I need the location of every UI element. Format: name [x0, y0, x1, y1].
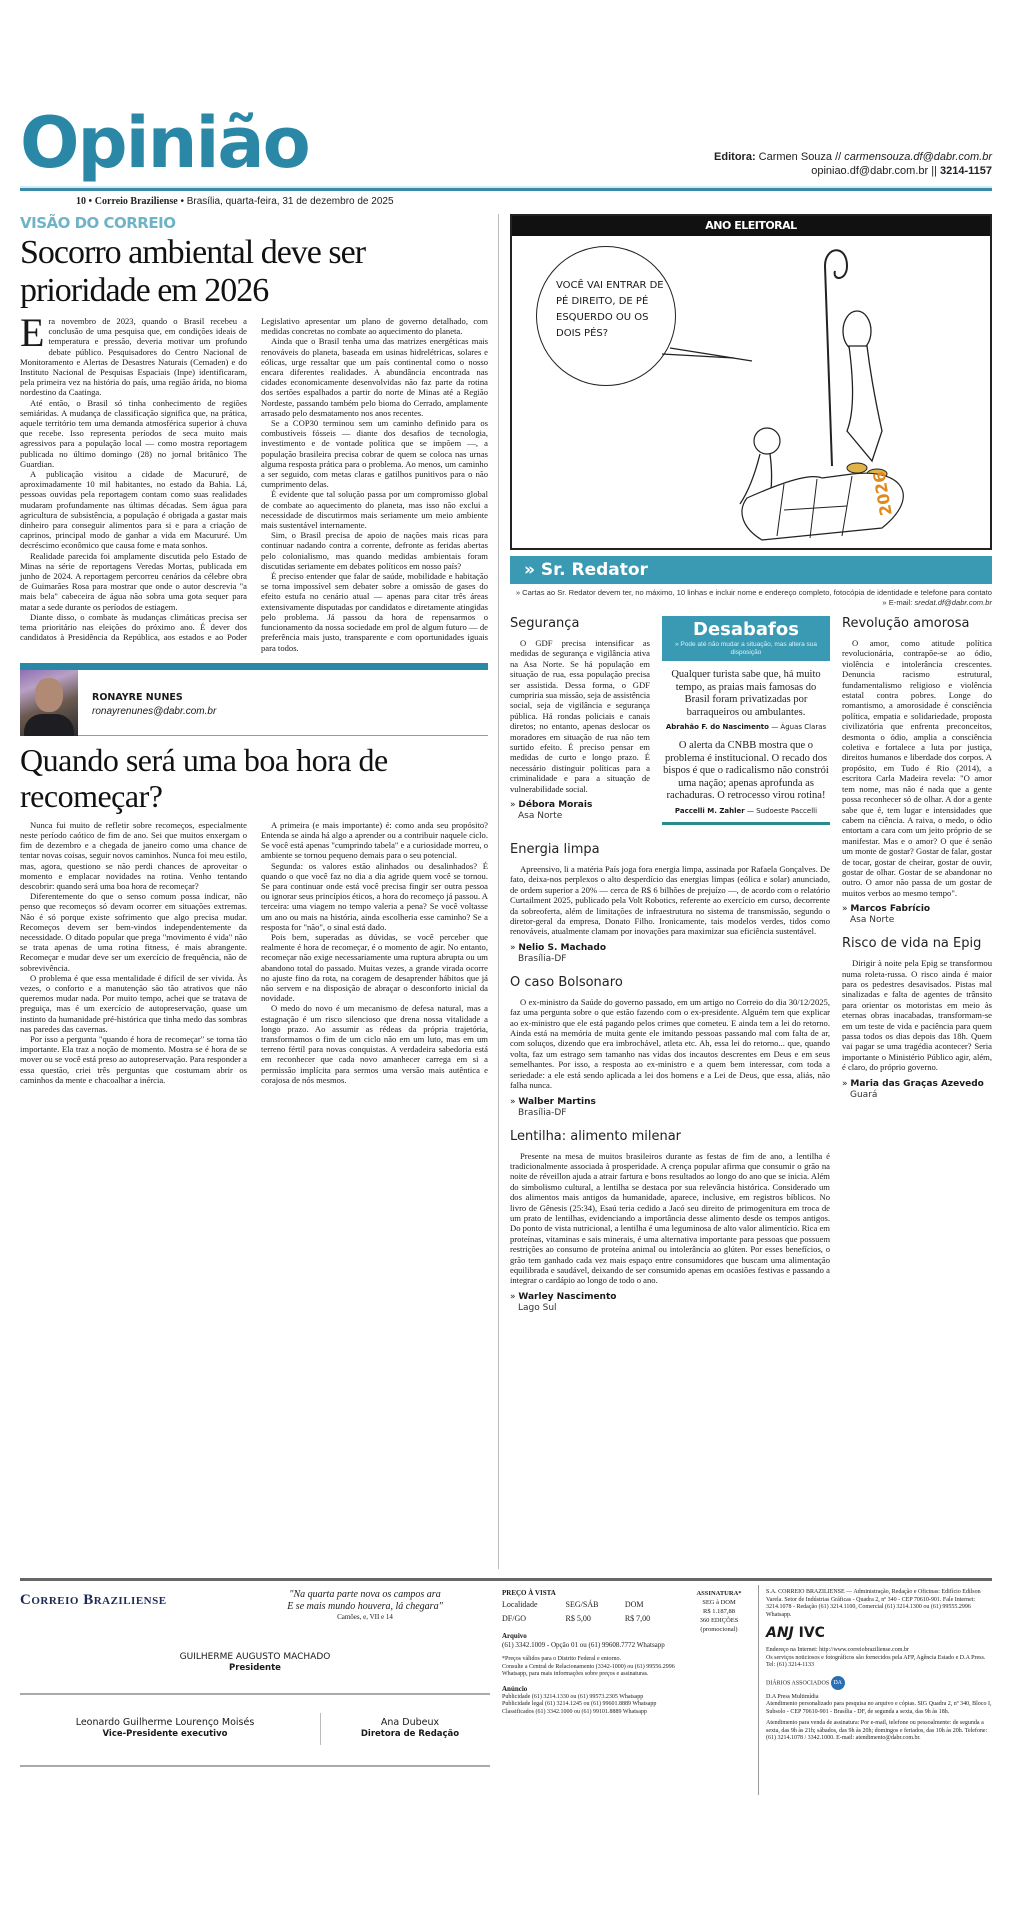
letter-author: Warley Nascimento: [518, 1291, 617, 1302]
phone-number: 3214-1157: [940, 165, 992, 177]
da-logo-icon: DA: [831, 1676, 845, 1690]
masthead: [20, 1581, 490, 1809]
dapress-text: Atendimento personalizado para pesquisa no arquivo e cópias. SIG Quadra 2, nº 340, Bloco I, Subsolo - CEP 70610-901 - Brasília - DF, de segunda a sexta, das 9h às 18h.: [766, 1701, 992, 1715]
desabafo-signature: [662, 723, 830, 732]
price-row: [502, 1612, 672, 1626]
price-cell: R$ 5,00: [565, 1614, 591, 1623]
columnist-byline: [20, 670, 488, 736]
dapress-title: D.A Press Multimídia: [766, 1693, 819, 1700]
letter-location: Guará: [850, 1089, 878, 1100]
desabafo-signature: [662, 807, 830, 816]
paragraph: Diante disso, o combate às mudanças climáticas precisa ser tema prioritário nas eleições do próximo ano. É dever dos candidatos à Presidência da República, aos estados e ao Poder Legislativo apresentar um plano de governo detalhado, com medidas concretas no combate ao aquecimento do planeta.: [20, 316, 488, 643]
letter-signature: » Débora Morais Asa Norte: [510, 800, 650, 822]
archive-label: Arquivo: [502, 1632, 527, 1640]
editorial-cartoon: [510, 214, 992, 550]
price-cell: R$ 7,00: [624, 1614, 651, 1623]
footer-separator: [758, 1585, 759, 1795]
dateline: [76, 196, 394, 208]
page-number: 10 •: [76, 196, 93, 207]
association-logos: [766, 1625, 992, 1641]
price-table: [502, 1598, 672, 1626]
rules-text: » Cartas ao Sr. Redator devem ter, no máximo, 10 linhas e incluir nome e endereço completo, fotocópia de identidade e telefone para contato: [515, 588, 992, 597]
columnist-bar: [20, 663, 488, 670]
letter-title: Energia limpa: [510, 842, 600, 857]
company-text: S.A. CORREIO BRAZILIENSE — Administração, Redação e Oficinas: Edifício Edilson Varela. Setor de Indústrias Gráficas - Quadra 2, nº 340 - CEP 70610-901. Fale Internet: 3214.1078 - Redação (61) 3214.1100, Comercial (61) 3214.1300 ou (61) 99555.2996 Whatsapp.: [766, 1589, 981, 1618]
president: [20, 1651, 490, 1674]
author-photo: [20, 670, 78, 736]
attendance-text: Atendimento para venda de assinatura: Por e-mail, telefone ou pessoalmente: de segunda a sexta, das 9h às 21h; sábados, das 9h às 20h; domingos e feriados, das 10h às 20h. Telefone: (61) 3214.1078 / 3342.1000. E-mail: atendimento@dabr.com.br.: [766, 1720, 988, 1741]
letter-author: Débora Morais: [518, 800, 593, 811]
archive-text: (61) 3342.1009 - Opção 01 ou (61) 99608.7772 Whatsapp: [502, 1641, 665, 1649]
cartoon-drawing: [512, 236, 990, 548]
quote-source: Camões, e, VII e 14: [337, 1613, 393, 1621]
paragraph: A publicação visitou a cidade de Macururé, de aproximadamente 10 mil habitantes, no estado da Bahia. Lá, pessoas ouvidas pela reportagem contam como suas realidades mudaram profundamente nas últimas décadas. Sem água para agricultura de subsistência, a população é obrigada a gastar mais dinheiro para conseguir alimentos para si e para a criação de caprinos, principal modo de ganhar a vida em Macururé. Um decréscimo econômico que causa fome e mata sonhos.: [20, 469, 247, 551]
letter-author: Nelio S. Machado: [518, 942, 607, 953]
paragraph: Nunca fui muito de refletir sobre recomeços, especialmente neste período caótico de fim de ano. Sei que muitos enxergam o fim de dezembro e a chegada de janeiro como uma chance de tentar novas coisas, seguir novos caminhos. Nunca foi meu estilo, mas, agora, questiono se não perdi chances de aproveitar o momento e emplacar novidades na rotina. Venho tentando descobrir: quando será uma boa hora de recomeçar?: [20, 819, 247, 891]
speech-text: VOCÊ VAI ENTRAR DE PÉ DIREITO, DE PÉ ESQUERDO OU OS DOIS PÉS?: [556, 280, 664, 339]
editorial-kicker: VISÃO DO CORREIO: [20, 214, 176, 232]
quote-author: Paccelli M. Zahler: [674, 806, 745, 815]
paragraph: Se a COP30 terminou sem um caminho definido para os combustíveis fósseis — diante dos desafios de tecnologia, investimento e de vontade política que se impõem —, a população brasileira precisa cobrar de quem se coloca nas urnas alguma resposta prática para o problema. Ao menos, um caminho a ser seguido, com metas claras e gatilhos punitivos para o não cumprimento delas.: [261, 418, 488, 490]
author-name: RONAYRE NUNES: [92, 691, 183, 703]
paper-name: Correio Braziliense: [94, 196, 178, 207]
masthead-quote: [250, 1589, 480, 1622]
editor-info: Editora: Carmen Souza // carmensouza.df@dabr.com.br opiniao.df@dabr.com.br || 3214-1157: [714, 151, 992, 177]
staff-icon: [825, 250, 847, 466]
footer-divider: [20, 1765, 490, 1767]
footer: [20, 1578, 992, 1806]
price-header: Localidade: [502, 1600, 538, 1609]
middle-letters: [510, 842, 830, 1324]
ads-line: Classificados (61) 3342.1000 ou (61) 99101.8889 Whatsapp: [502, 1708, 647, 1715]
paragraph: O problema é que essa mentalidade é difícil de ser vivida. Às vezes, o conforto e a manutenção são tão atrativos que não queremos mudar nada. Por muito tempo, achei que se tratava de preguiça, mas é um exercício de autopreservação, quase um instinto da humanidade pré-histórica que tinha medo das sombras nas paredes das cavernas.: [20, 972, 247, 1034]
paragraph: Por isso a pergunta "quando é hora de recomeçar" se torna tão importante. Ela traz a noção de momento. Mostra se é hora de se mover ou se você está preso ao autopreservação. Para responder a essa questão, criei três perguntas que costumam abrir os caminhos da mente e chacoalhar a inércia.: [20, 1033, 247, 1085]
subscription-note: (promocional): [700, 1626, 738, 1633]
paragraph: É preciso entender que falar de saúde, mobilidade e habitação se torna impossível sem debater sobre a omissão de gases do efeito estufa no cenário atual — apenas para citar três áreas extensivamente disputadas por candidatos e diretamente atingidas pelo problema. Já passou da hora de repensarmos o funcionamento da nossa sociedade em prol de algum futuro — de preferência mais justo, transparente e com oportunidades iguais para todos.: [261, 571, 488, 653]
paragraph: Sim, o Brasil precisa de apoio de nações mais ricas para continuar nadando contra a corrente, defronte as feridas abertas pelo colonialismo, mas quando medidas ambientais foram discutidas seriamente em debates políticos em nosso país?: [261, 530, 488, 571]
letter-title: Revolução amorosa: [842, 616, 970, 631]
letters-email[interactable]: sredat.df@dabr.com.br: [914, 598, 992, 607]
desabafos-rule: [662, 822, 830, 825]
editor-name: Carmen Souza //: [758, 151, 842, 163]
letter-location: Brasília-DF: [518, 1107, 567, 1118]
subscription-editions: 360 EDIÇÕES: [699, 1617, 739, 1624]
letter-author: Maria das Graças Azevedo: [850, 1078, 984, 1089]
letter-text: O ex-ministro da Saúde do governo passado, em um artigo no Correio do dia 30/12/2025, faz uma pergunta sobre o que estão fazendo com o ex-presidente. Alguém tem que explicar ao ex-ministro que ele está pagando pelos crimes que cometeu. E ainda tem a lei do retorno. Ainda está na memória de muita gente ele imitando pessoas passando mal com falta de ar, com soluços, dizendo que era imbrochável, atleta etc. Ah, essa lei do retorno... que, quando volta, faz um estrago sem tamanho nas vidas dos incautos descrentes em Deus e em seus semelhantes. Por isso, a resposta ao ex-ministro e a quem bem interessar, com toda a seriedade: a ele está sendo aplicada a lei dos homens e a Lei de Deus, que essa, aliás, não falha nunca.: [510, 996, 830, 1091]
ads-line: Publicidade legal (61) 3214.1245 ou (61) 99601.8889 Whatsapp: [502, 1701, 657, 1707]
price-heading: PREÇO À VISTA: [502, 1589, 556, 1597]
letters-rules: [510, 588, 992, 608]
editor-email[interactable]: carmensouza.df@dabr.com.br: [844, 151, 992, 163]
letter-signature: » Warley Nascimento Lago Sul: [510, 1292, 830, 1314]
letter-location: Lago Sul: [518, 1302, 557, 1313]
section-email[interactable]: opiniao.df@dabr.com.br: [811, 165, 929, 177]
vice-president: [20, 1717, 310, 1740]
desabafos-subtitle: » Pode até não mudar a situação, mas altera sua disposição: [674, 641, 817, 656]
email-label: » E-mail:: [882, 598, 913, 607]
price-cell: DF/GO: [502, 1614, 527, 1623]
paragraph: O medo do novo é um mecanismo de defesa natural, mas a estagnação é um risco silencioso que drena nossa vitalidade a longo prazo. Ao assumir as rédeas da própria trajetória, transformamos o fim de um ciclo não em um luto, mas em um terreno fértil para novas conquistas. A verdadeira sabedoria está em reconhecer que cada novo amanhecer carrega em si a permissão implícita para sermos uma versão mais autêntica e corajosa de nós mesmos.: [261, 1003, 488, 1085]
author-email[interactable]: ronayrenunes@dabr.com.br: [92, 705, 217, 717]
letter-seguranca: [510, 616, 650, 832]
price-header-row: [502, 1598, 672, 1612]
director: [330, 1717, 490, 1740]
letter-location: Asa Norte: [518, 811, 563, 822]
column-body: [20, 820, 488, 1085]
director-name: Ana Dubeux: [380, 1717, 440, 1728]
vp-name: Leonardo Guilherme Lourenço Moisés: [75, 1717, 255, 1728]
right-area: [510, 214, 992, 1556]
services-text: Os serviços noticiosos e fotográficos são fornecidos pela AFP, Agência Estado e D.A Press. Tel: (61) 3214-1133: [766, 1654, 986, 1668]
footer-separator: [320, 1713, 321, 1745]
ivc-logo: IVC: [798, 1625, 825, 1641]
editorial-headline: Socorro ambiental deve ser prioridade em 2026: [20, 234, 366, 309]
paragraph: Pois bem, superadas as dúvidas, se você perceber que realmente é hora de recomeçar, é o momento de agir. No entanto, recomeçar não exige necessariamente uma ruptura abrupta ou um abandono total do passado. Muitas vezes, a grande virada ocorre no ajuste fino da rota, na coragem de desaprender hábitos que já não servem e na disposição de abraçar o desconforto inicial da novidade.: [261, 931, 488, 1004]
president-title: Presidente: [229, 1663, 281, 1673]
price-note: *Preços válidos para o Distrito Federal e entorno.: [502, 1656, 621, 1662]
desabafo-quote: Qualquer turista sabe que, há muito tempo, as praias mais famosas do Brasil foram privatizadas por barraqueiros ou ambulantes.: [671, 669, 821, 718]
letter-author: Marcos Fabrício: [850, 904, 931, 915]
letter-text: O GDF precisa intensificar as medidas de segurança e vigilância ativa na Asa Norte. Se há população em situação de rua, essa população precisa ser assistida. Dessa forma, o GDF cumpriria sua missão, seja de assistência social, seja de vigilância e segurança pública. Há rondas policiais e canais diretos; no entanto, apenas deslocar os moradores em situação de rua não tem surtido efeito. É preciso pensar em medidas de curto e longo prazo. É necessário distinguir políticas para a criminalidade e para a situação de vulnerabilidade social.: [510, 638, 650, 794]
desabafo-quote: O alerta da CNBB mostra que o problema é institucional. O recado dos bispos é que o radicalismo não constrói uma nação; apenas aprofunda as rachaduras. O retrocesso virou rotina!: [663, 740, 829, 801]
subscription-days: SEG à DOM: [702, 1599, 736, 1606]
cartoon-title: ANO ELEITORAL: [512, 216, 990, 236]
paragraph: É evidente que tal solução passa por um compromisso global de combate ao aquecimento do planeta, mas isso não exclui a necessidade de discutirmos mais seriamente um meio ambiente mais sustentável internamente.: [261, 489, 488, 531]
quote-location: — Águas Claras: [771, 723, 827, 731]
quote-line: E se mais mundo houvera, lá chegara": [287, 1601, 443, 1612]
ads-line: Publicidade (61) 3214.1330 ou (61) 99573.2305 Whatsapp: [502, 1693, 644, 1700]
left-column: [20, 214, 488, 1085]
desabafos-title: Desabafos: [693, 619, 799, 640]
price-header: DOM: [624, 1600, 644, 1609]
letter-author: Walber Martins: [518, 1096, 596, 1107]
director-title: Diretora de Redação: [360, 1729, 460, 1739]
letter-text: O amor, como atitude política revolucionária, contrapõe-se ao ódio, violência e intolerância crescentes. Denuncia racismo estrutural, fundamentalismo religioso e violência estatal contra pobres. Longe do romantismo, a amorosidade é consciência política, empatia e solidariedade, proposta civilizatória que enfrenta preconceitos, desmonta o ódio, amplia a consciência coletiva e fortalece a luta por justiça, direitos humanos e liberdade dos corpos. A propósito, em Tudo é Rio (2014), a escritora Carla Madeira revela: "O amor tem nome, mas não é nada que a gente possa reconhecer só de olhar. A dor a gente sabe que é, tem lugar e intensidades que cabem na ciência. A raiva, o medo, o ódio entortam a cara com um jeito próprio de se manifestar. Mas e o amor? O que é senão um monte de gostar? Gostar de falar, gostar de tocar, gostar de cheirar, gostar de ouvir, gostar de olhar. Gostar de se abandonar no outro. O amor não passa de um gostar de muitos verbos ao mesmo tempo".: [842, 638, 992, 898]
quote-line: "Na quarta parte nova os campos ara: [289, 1589, 441, 1600]
subscription-price: R$ 1.187,88: [703, 1608, 735, 1615]
letter-text: Dirigir à noite pela Epig se transformou numa roleta-russa. O risco ainda é maior para os pedestres desavisados. Pistas mal sinalizadas e falta de agentes de trânsito para orientar os motoristas em meio às eternas obras inacabadas, transformam-se em um teste de vida e paciência para quem passa todos os dias depois das 18h. Quem vai pagar se uma tragédia acontecer? Seria importante o Ministério Público agir, além, é claro, do próprio governo.: [842, 958, 992, 1073]
dropcap: E: [20, 310, 45, 355]
price-box: [502, 1589, 682, 1716]
footer-divider: [20, 1693, 490, 1695]
letter-location: Asa Norte: [850, 915, 895, 926]
header-rule: [20, 186, 992, 191]
desabafos-header: [662, 616, 830, 661]
letter-title: Lentilha: alimento milenar: [510, 1128, 681, 1144]
letter-signature: » Marcos Fabrício Asa Norte: [842, 904, 992, 926]
paragraph: A primeira (e mais importante) é: como anda seu propósito? Entenda se ainda há algo a aprender ou a contribuir naquele ciclo. Se você está apenas "cumprindo tabela" e a curiosidade morreu, o ambiente se tornou pequeno demais para o seu potencial.: [261, 819, 488, 861]
letter-title: Segurança: [510, 616, 580, 631]
associated-label: DIÁRIOS ASSOCIADOS: [766, 1679, 830, 1686]
letter-title: O caso Bolsonaro: [510, 974, 623, 990]
desabafos-box: [662, 616, 830, 825]
paragraph: Segunda: os valores estão alinhados ou desalinhados? É quando o que você faz no dia a dia agride quem você se tornou. Se para continuar onde está você precisa fingir ser outra pessoa ou ignorar seus princípios éticos, a hora do recomeço já passou. A terceira: uma viagem no tempo valeria a pena? Se você voltasse um ano ou mais na história, ainda escolheria esse caminho? Se a resposta for "não", o sinal está dado.: [261, 860, 488, 932]
paragraph: Ainda que o Brasil tenha uma das matrizes energéticas mais renováveis do planeta, baseada em usinas hidrelétricas, solares e eólicas, urge ressaltar que um país continental como o nosso encara diferentes realidades. A abundância encontrada nas cidades economicamente desenvolvidas não faz parte da rotina dos sertões espalhados a partir do norte de Minas até a Região Nordeste, passando também pelo bioma do Cerrado, amplamente arrasado pelo desmatamento nos anos recentes.: [261, 336, 488, 418]
letters-section-title: » Sr. Redator: [510, 556, 992, 584]
company-info: [766, 1589, 992, 1743]
quote-author: Abrahão F. do Nascimento: [665, 723, 769, 731]
hopscotch-label: 2026: [869, 470, 896, 518]
president-name: GUILHERME AUGUSTO MACHADO: [179, 1652, 331, 1662]
masthead-logo: Correio Braziliense: [20, 1592, 167, 1608]
date-text: • Brasília, quarta-feira, 31 de dezembro de 2025: [180, 196, 394, 207]
letter-signature: » Walber Martins Brasília-DF: [510, 1097, 830, 1119]
paragraph: Diferentemente do que o senso comum possa indicar, não penso que recomeços só devam ocorrer em situações extremas. Não é só porque existe sofrimento que algo precisa mudar. Recomeços devem ser bem-vindos independentemente da necessidade. O ditado popular que prega "movimento é vida" não se trata apenas de uma rotina fitness, é mais abrangente. Recomeçar e mudar deve ser um exercício de frequência, não de sobrevivência.: [20, 891, 247, 973]
customer-text: Consulte a Central de Relacionamento (3342-1000) ou (61) 99556.2996 Whatsapp, para mais informações sobre preços e assinaturas.: [502, 1663, 675, 1677]
ads-label: Anúncio: [502, 1684, 528, 1693]
paragraph: ra novembro de 2023, quando o Brasil recebeu a conclusão de uma pesquisa que, em condições ideais de temperatura e pressão, deveria motivar um profundo debate público. Pesquisadores do Centro Nacional de Monitoramento e Alertas de Desastres Naturais (Cemaden) e do Instituto Nacional de Pesquisas Espaciais (Inpe) identificaram, pela primeira vez na história do país, uma região árida, no bioma nordestino da Caatinga.: [20, 316, 247, 398]
letter-signature: » Nelio S. Machado Brasília-DF: [510, 943, 830, 965]
quote-location: — Sudoeste Paccelli: [746, 806, 818, 815]
vp-title: Vice-Presidente executivo: [102, 1729, 228, 1739]
internet-text[interactable]: Endereço na Internet: http://www.correiobraziliense.com.br: [766, 1647, 909, 1653]
price-header: SEG/SÁB: [565, 1600, 599, 1609]
column-headline: Quando será uma boa hora de recomeçar?: [20, 741, 388, 814]
section-title: Opinião: [20, 102, 309, 184]
letters-grid: [510, 616, 992, 1556]
right-letters: [842, 616, 992, 1111]
subscription-label: ASSINATURA*: [696, 1590, 742, 1597]
letter-signature: » Maria das Graças Azevedo Guará: [842, 1079, 992, 1101]
letter-location: Brasília-DF: [518, 953, 567, 964]
newspaper-page: [20, 102, 992, 1808]
column-divider: [498, 214, 499, 1569]
paragraph: Realidade parecida foi amplamente discutida pelo Estado de Minas na série de reportagens Veredas Mortas, publicada em junho de 2024. A reportagem percorreu cenários da célebre obra de Guimarães Rosa para mostrar que onde o autor descrevia "a mais bela" cabeceira de água não sobra uma gota sequer para matar a sede durante os períodos de estiagem.: [20, 550, 247, 612]
letter-text: Apreensivo, li a matéria País joga fora energia limpa, assinada por Rafaela Gonçalves. De fato, deixa-nos perplexos o alto desperdício das energias limpas (eólica e solar) anunciado, de ordem superior a 20% — cerca de R$ 6 bilhões de prejuízo —, de acordo com o relatório Curtailment 2025, publicado pela Volt Robotics, referente ao exercício em curso, decorrente da sobreoferta, além de limitações de infraestrutura no sistema de transmissão, segundo o diretor-geral da empresa, Donato Filho. Ironicamente, tais modelos verdes, tidos como renováveis, atualmente clamam por inovações para maximizar sua eficiência sustentável.: [510, 864, 830, 937]
editorial-body: [20, 310, 488, 653]
letter-title: Risco de vida na Epig: [842, 936, 982, 952]
letter-text: Presente na mesa de muitos brasileiros durante as festas de fim de ano, a lentilha é tradicionalmente associada à prosperidade. A crença popular afirma que consumir o grão na noite de réveillon ajuda a atrair fartura e bons resultados ao longo do ano que se inicia. Além do simbolismo cultural, a lentilha se destaca por sua relevância histórica. Considerado um dos alimentos mais antigos da humanidade, aparece, inclusive, em registros bíblicos. No livro de Gênesis (25:34), Esaú teria cedido a Jacó seu direito de primogenitura em troca de um prato de lentilhas, evidenciando a importância desse alimento desde os tempos antigos. Do ponto de vista nutricional, a lentilha é uma leguminosa de alto valor alimentício. Rica em proteínas, vitaminas e sais minerais, é uma alternativa importante para pessoas que possuem restrições ao consumo de proteína animal ou intolerância ao glúten. Por esses benefícios, o grão tem ganhado cada vez mais espaço entre consumidores que buscam uma alimentação equilibrada e saudável, deixando de ser consumido apenas em ocasiões festivas e passando a integrar o cardápio ao longo de todo o ano.: [510, 1150, 830, 1286]
anj-logo: ANJ: [766, 1625, 794, 1641]
editor-label: Editora:: [714, 151, 756, 163]
subscription-box: [688, 1589, 750, 1634]
paragraph: Até então, o Brasil só tinha conhecimento de regiões semiáridas. A mudança de classificação significa que, na prática, aquele território tem uma demanda atmosférica superior à chuva que recebe. Isso representa períodos de seca muito mais agressivos para a população local — como mostra reportagem publicada no último domingo (28) no jornal britânico The Guardian.: [20, 397, 247, 469]
